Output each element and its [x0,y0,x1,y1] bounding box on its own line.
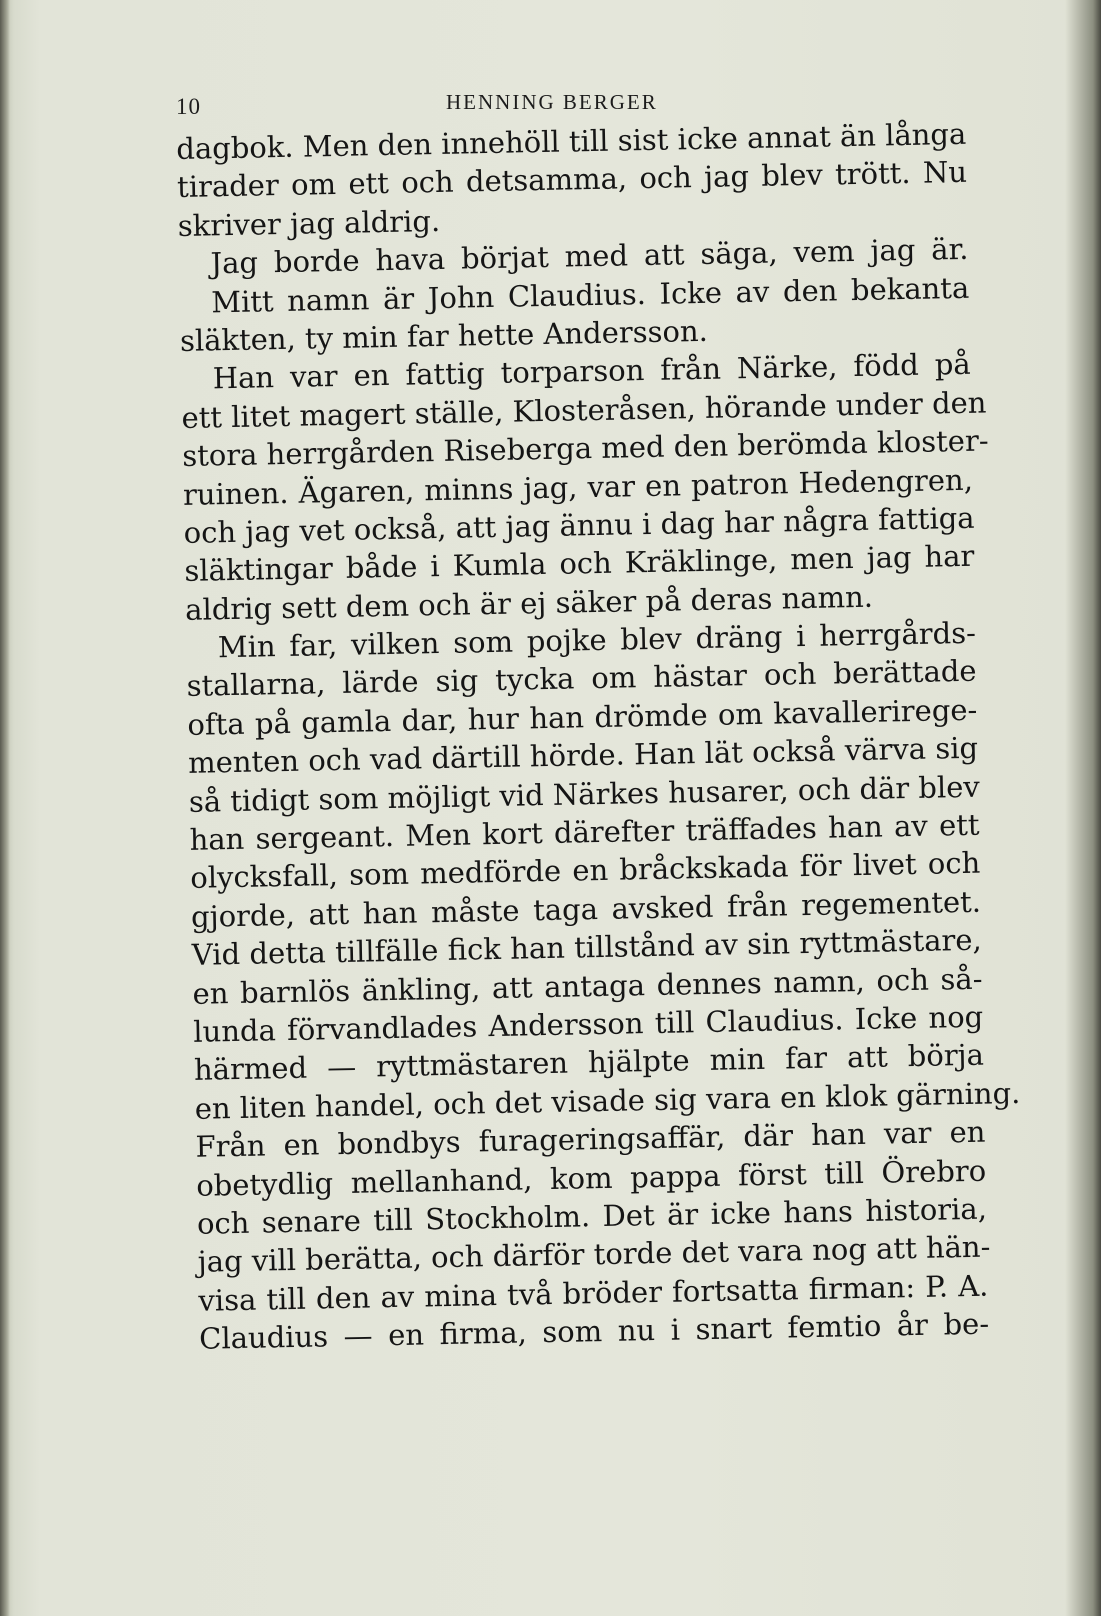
text-line: ett litet magert ställe, Klosteråsen, hörande under den [181,385,987,435]
text-line: härmed — ryttmästaren hjälpte min far att börja [193,1038,985,1088]
text-line: Han var en fattig torparson från Närke, född på [212,347,971,396]
text-line: så tidigt som möjligt vid Närkes husarer, och där blev [188,769,981,819]
text-line: släkten, ty min far hette Andersson. [179,313,709,358]
text-line: och jag vet också, att jag ännu i dag har några fattiga [183,500,975,550]
text-line: jag vill berätta, och därför torde det vara nog att hän- [197,1229,991,1280]
text-line: stora herrgården Riseberga med den berömda kloster- [181,423,989,474]
text-line: menten och vad därtill hörde. Han lät också värva sig [187,730,979,781]
text-line: han sergeant. Men kort därefter träffades han av ett [189,807,980,857]
running-head: HENNING BERGER [446,90,658,114]
page-spine-shadow [0,0,10,1616]
text-line: ofta på gamla dar, hur han drömde om kavalleriregе- [187,692,978,742]
text-line: en liten handel, och det visade sig vara en klok gärning. [194,1075,1021,1126]
text-line: visa till den av mina två bröder fortsatta firman: P. A. [198,1268,989,1318]
text-line: Claudius — en firma, som nu i snart femtio år be- [198,1306,990,1356]
body-text [176,115,1021,1358]
text-line: ruinen. Ägaren, minns jag, var en patron Hedengren, [182,462,974,512]
text-line: och senare till Stockholm. Det är icke hans historia, [196,1191,988,1241]
text-line: gjorde, att han måste taga avsked från regementet. [190,884,982,934]
text-line: skriver jag aldrig. [177,203,441,243]
page-right-edge [1065,0,1101,1616]
text-line: släktingar både i Kumla och Kräklinge, men jag har [184,539,975,589]
text-line: tirader om ett och detsamma, och jag blev trött. Nu [176,155,968,205]
text-line: Mitt namn är John Claudius. Icke av den bekanta [210,270,970,319]
text-line: aldrig sett dem och är ej säker på deras namn. [184,579,874,627]
text-line: olycksfall, som medförde en bråckskada för livet och [190,846,981,896]
text-line: Jag borde hava börjat med att säga, vem jag är. [210,231,969,281]
text-line: lunda förvandlades Andersson till Claudius. Icke nog [192,999,984,1049]
text-line: Min far, vilken som pojke blev dräng i herrgårds- [217,615,977,665]
text-line: obetydlig mellanhand, kom pappa först till Örebro [195,1153,987,1203]
text-line: en barnlös änkling, att antaga dennes namn, och så- [192,961,983,1011]
text-line: dagbok. Men den innehöll till sist icke annat än långa [176,116,967,166]
page-number: 10 [176,94,201,119]
text-line: Från en bondbys furageringsaffär, där han var en [195,1114,986,1164]
text-line: Vid detta tillfälle fick han tillstånd av sin ryttmästare, [191,922,983,973]
text-line: stallarna, lärde sig tycka om hästar och berättade [186,654,977,704]
